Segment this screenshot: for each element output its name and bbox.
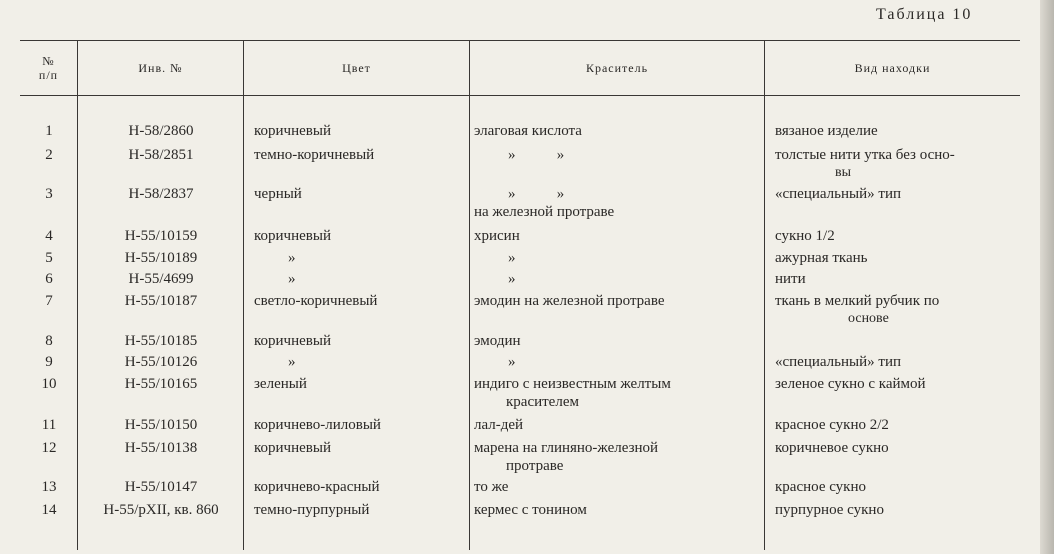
cell-color: темно-пурпурный xyxy=(254,502,370,518)
header-inv: Инв. № xyxy=(138,61,183,75)
header-color: Цвет xyxy=(342,61,371,75)
cell-find: коричневое сукно xyxy=(775,440,889,456)
cell-num: 4 xyxy=(45,228,53,244)
cell-inv: Н-55/10165 xyxy=(124,376,198,392)
table-top-rule xyxy=(20,40,1020,41)
cell-dye-continued: протраве xyxy=(506,458,564,474)
cell-inv: Н-55/10189 xyxy=(124,250,198,266)
cell-find-continued: вы xyxy=(835,165,852,180)
cell-num: 13 xyxy=(41,479,57,495)
cell-num: 11 xyxy=(41,417,57,433)
cell-num: 3 xyxy=(45,186,53,202)
cell-find: ткань в мелкий рубчик по xyxy=(775,293,940,309)
cell-color: » xyxy=(288,271,296,287)
cell-inv: Н-55/рXII, кв. 860 xyxy=(103,502,219,518)
cell-color: » xyxy=(288,250,296,266)
table-title: Таблица 10 xyxy=(876,6,973,23)
cell-dye-continued: красителем xyxy=(506,394,579,410)
cell-dye: элаговая кислота xyxy=(474,123,582,139)
cell-inv: Н-58/2851 xyxy=(128,147,194,163)
cell-dye: индиго с неизвестным желтым xyxy=(474,376,671,392)
cell-find: сукно 1/2 xyxy=(775,228,835,244)
cell-inv: Н-55/10126 xyxy=(124,354,198,370)
cell-dye: » xyxy=(508,271,516,287)
cell-dye-continued: на железной протраве xyxy=(474,204,615,220)
cell-inv: Н-55/10138 xyxy=(124,440,198,456)
column-divider xyxy=(764,40,765,550)
cell-dye: » » xyxy=(508,147,565,163)
cell-dye: » » xyxy=(508,186,565,202)
cell-dye: лал-дей xyxy=(474,417,524,433)
cell-dye: кермес с тонином xyxy=(474,502,587,518)
cell-find: красное сукно xyxy=(775,479,866,495)
cell-num: 2 xyxy=(45,147,53,163)
cell-color: темно-коричневый xyxy=(254,147,375,163)
cell-num: 9 xyxy=(45,354,53,370)
cell-inv: Н-55/10185 xyxy=(124,333,198,349)
cell-find: пурпурное сукно xyxy=(775,502,884,518)
cell-dye: » xyxy=(508,354,516,370)
page-edge xyxy=(1040,0,1054,554)
cell-color: » xyxy=(288,354,296,370)
cell-num: 10 xyxy=(41,376,57,392)
cell-color: зеленый xyxy=(254,376,307,392)
cell-inv: Н-58/2837 xyxy=(128,186,194,202)
column-divider xyxy=(469,40,470,550)
table-header-rule xyxy=(20,95,1020,96)
cell-num: 7 xyxy=(45,293,53,309)
cell-find: вязаное изделие xyxy=(775,123,878,139)
cell-num: 12 xyxy=(41,440,57,456)
cell-inv: Н-55/10159 xyxy=(124,228,198,244)
cell-inv: Н-55/10147 xyxy=(124,479,198,495)
cell-color: коричневый xyxy=(254,333,331,349)
cell-num: 6 xyxy=(45,271,53,287)
cell-find: красное сукно 2/2 xyxy=(775,417,889,433)
cell-find: «специальный» тип xyxy=(775,354,902,370)
cell-dye: эмодин xyxy=(474,333,521,349)
cell-dye: хрисин xyxy=(474,228,520,244)
cell-find: ажурная ткань xyxy=(775,250,868,266)
cell-find: нити xyxy=(775,271,806,287)
cell-find: зеленое сукно с каймой xyxy=(775,376,926,392)
cell-color: коричневый xyxy=(254,440,331,456)
cell-find: толстые нити утка без осно- xyxy=(775,147,955,163)
cell-inv: Н-55/10187 xyxy=(124,293,198,309)
cell-num: 1 xyxy=(45,123,53,139)
cell-color: коричневый xyxy=(254,228,331,244)
cell-color: светло-коричневый xyxy=(254,293,378,309)
cell-num: 14 xyxy=(41,502,57,518)
cell-dye: марена на глиняно-железной xyxy=(474,440,659,456)
header-num: № п/п xyxy=(38,54,59,82)
cell-inv: Н-58/2860 xyxy=(128,123,194,139)
cell-color: коричневый xyxy=(254,123,331,139)
cell-dye: эмодин на железной протраве xyxy=(474,293,665,309)
cell-dye: » xyxy=(508,250,516,266)
cell-num: 8 xyxy=(45,333,53,349)
cell-find-continued: основе xyxy=(848,311,889,326)
header-find: Вид находки xyxy=(854,61,931,75)
cell-dye: то же xyxy=(474,479,509,495)
cell-inv: Н-55/10150 xyxy=(124,417,198,433)
header-dye: Краситель xyxy=(585,61,649,75)
cell-color: коричнево-лиловый xyxy=(254,417,381,433)
cell-color: черный xyxy=(254,186,302,202)
cell-find: «специальный» тип xyxy=(775,186,902,202)
cell-inv: Н-55/4699 xyxy=(128,271,194,287)
cell-color: коричнево-красный xyxy=(254,479,380,495)
cell-num: 5 xyxy=(45,250,53,266)
